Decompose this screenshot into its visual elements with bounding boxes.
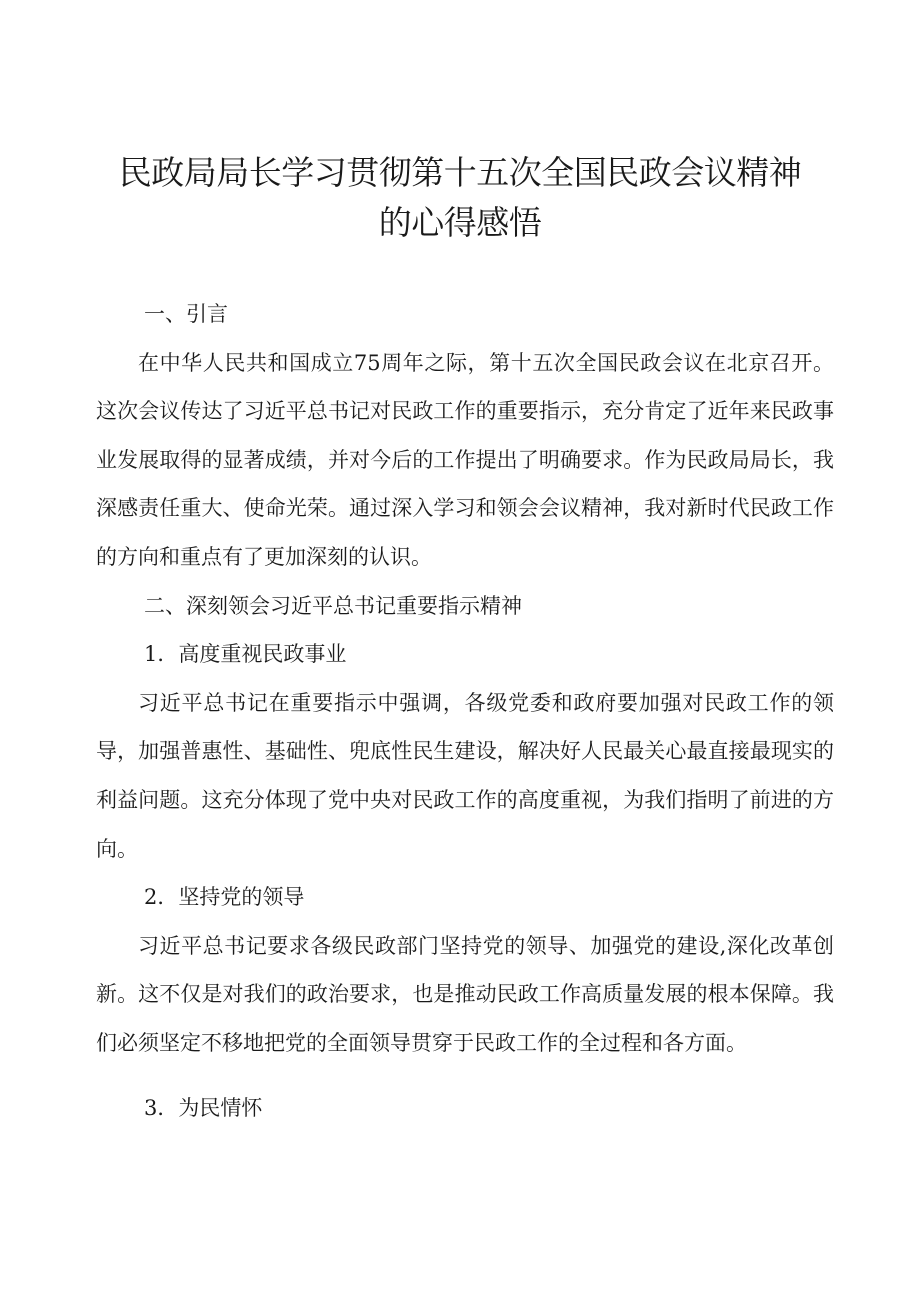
document-title xyxy=(80,148,840,248)
spacer xyxy=(96,1068,834,1084)
paragraph-item-2: 习近平总书记要求各级民政部门坚持党的领导、加强党的建设,深化改革创新。这不仅是对我们的政治要求，也是推动民政工作高质量发展的根本保障。我们必须坚定不移地把党的全面领导贯穿于民政工作的全过程和各方面。 xyxy=(96,933,834,1055)
section-heading-intro: 一、引言 xyxy=(144,302,228,326)
section-heading-part2: 二、深刻领会习近平总书记重要指示精神 xyxy=(144,593,522,618)
item-heading-1: 1．高度重视民政事业 xyxy=(144,642,347,667)
document-body xyxy=(96,290,834,1132)
paragraph-item-1: 习近平总书记在重要指示中强调，各级党委和政府要加强对民政工作的领导，加强普惠性、基础性、兜底性民生建设，解决好人民最关心最直接最现实的利益问题。这充分体现了党中央对民政工作的高度重视，为我们指明了前进的方向。 xyxy=(96,690,834,861)
title-line-1: 民政局局长学习贯彻第十五次全国民政会议精神 xyxy=(118,153,802,192)
paragraph-intro: 在中华人民共和国成立75周年之际，第十五次全国民政会议在北京召开。这次会议传达了习近平总书记对民政工作的重要指示，充分肯定了近年来民政事业发展取得的显著成绩，并对今后的工作提出了明确要求。作为民政局局长，我深感责任重大、使命光荣。通过深入学习和领会会议精神，我对新时代民政工作的方向和重点有了更加深刻的认识。 xyxy=(96,350,834,569)
item-heading-3: 3．为民情怀 xyxy=(144,1095,263,1120)
title-line-2: 的心得感悟 xyxy=(378,203,542,242)
item-heading-2: 2．坚持党的领导 xyxy=(144,885,305,910)
